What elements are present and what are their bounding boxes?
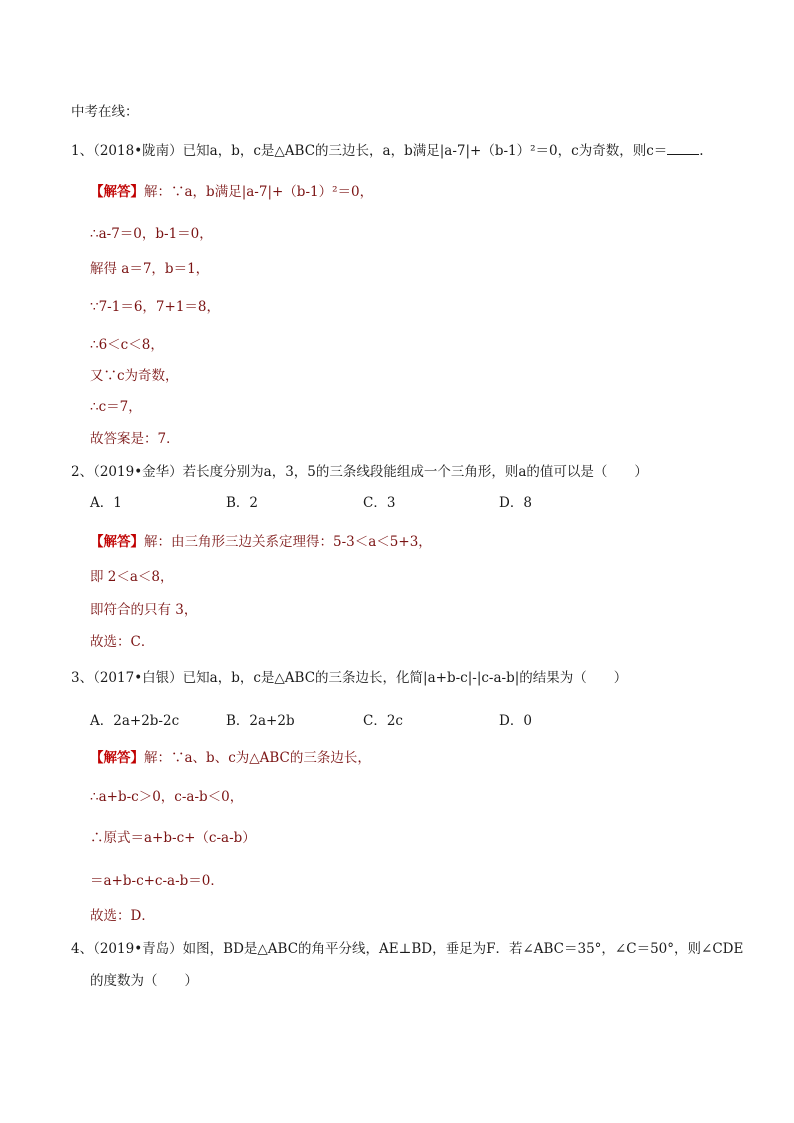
question-4-stem: 4、（2019•青岛）如图，BD是△ABC的角平分线，AE⊥BD，垂足为F．若∠ABC＝35°，∠C＝50°，则∠CDE	[71, 941, 744, 957]
answer-tag: 【解答】	[90, 184, 144, 200]
question-3-option-c: C．2c	[363, 713, 403, 729]
solution-3-line-4: ＝a+b-c+c-a-b＝0．	[90, 873, 224, 889]
solution-text: 解：∵a，b满足|a-7|+（b-1）²＝0，	[144, 184, 374, 200]
solution-1-line-4: ∵7-1＝6，7+1＝8，	[90, 299, 220, 315]
question-3-option-d: D．0	[499, 713, 532, 729]
solution-2-line-3: 即符合的只有 3，	[90, 602, 198, 618]
question-2-option-d: D．8	[499, 495, 532, 511]
solution-2-line-2: 即 2＜a＜8，	[90, 569, 174, 585]
solution-1-line-2: ∴a-7＝0，b-1＝0，	[90, 226, 213, 242]
solution-text: 解：由三角形三边关系定理得：5-3＜a＜5+3，	[144, 534, 432, 550]
question-1-stem	[71, 140, 704, 160]
solution-1-line-7: ∴c＝7，	[90, 399, 142, 415]
solution-1-line-3: 解得 a＝7，b＝1，	[90, 261, 210, 277]
answer-tag: 【解答】	[90, 750, 144, 766]
question-2-option-c: C．3	[363, 495, 396, 511]
question-3-option-b: B．2a+2b	[226, 713, 295, 729]
question-1-text: 1、（2018•陇南）已知a，b，c是△ABC的三边长，a，b满足|a-7|+（b-1）²＝0，c为奇数，则c＝	[71, 143, 668, 159]
question-2-stem: 2、（2019•金华）若长度分别为a，3，5的三条线段能组成一个三角形，则a的值可以是（ ）	[71, 464, 648, 480]
question-2-option-b: B．2	[226, 495, 259, 511]
solution-2-line-1	[90, 533, 432, 551]
solution-1-line-5: ∴6＜c＜8，	[90, 337, 164, 353]
solution-1-line-6: 又∵c为奇数，	[90, 368, 179, 384]
solution-3-line-2: ∴a+b-c＞0，c-a-b＜0，	[90, 789, 244, 805]
answer-blank	[667, 140, 699, 155]
solution-3-line-1	[90, 749, 371, 767]
question-4-stem-cont: 的度数为（ ）	[90, 973, 198, 989]
question-1-end: .	[699, 143, 704, 159]
question-3-option-a: A．2a+2b-2c	[90, 713, 180, 729]
solution-1-line-1	[90, 183, 373, 201]
answer-tag: 【解答】	[90, 534, 144, 550]
solution-3-line-3: ∴原式＝a+b-c+（c-a-b）	[90, 830, 256, 846]
section-title: 中考在线：	[71, 104, 139, 120]
question-2-option-a: A．1	[90, 495, 122, 511]
question-3-stem: 3、（2017•白银）已知a，b，c是△ABC的三条边长，化简|a+b-c|-|c-a-b|的结果为（ ）	[71, 670, 628, 686]
solution-text: 解：∵a、b、c为△ABC的三条边长，	[144, 750, 371, 766]
solution-1-line-8: 故答案是：7．	[90, 431, 180, 447]
solution-2-line-4: 故选：C．	[90, 634, 155, 650]
solution-3-line-5: 故选：D．	[90, 908, 155, 924]
